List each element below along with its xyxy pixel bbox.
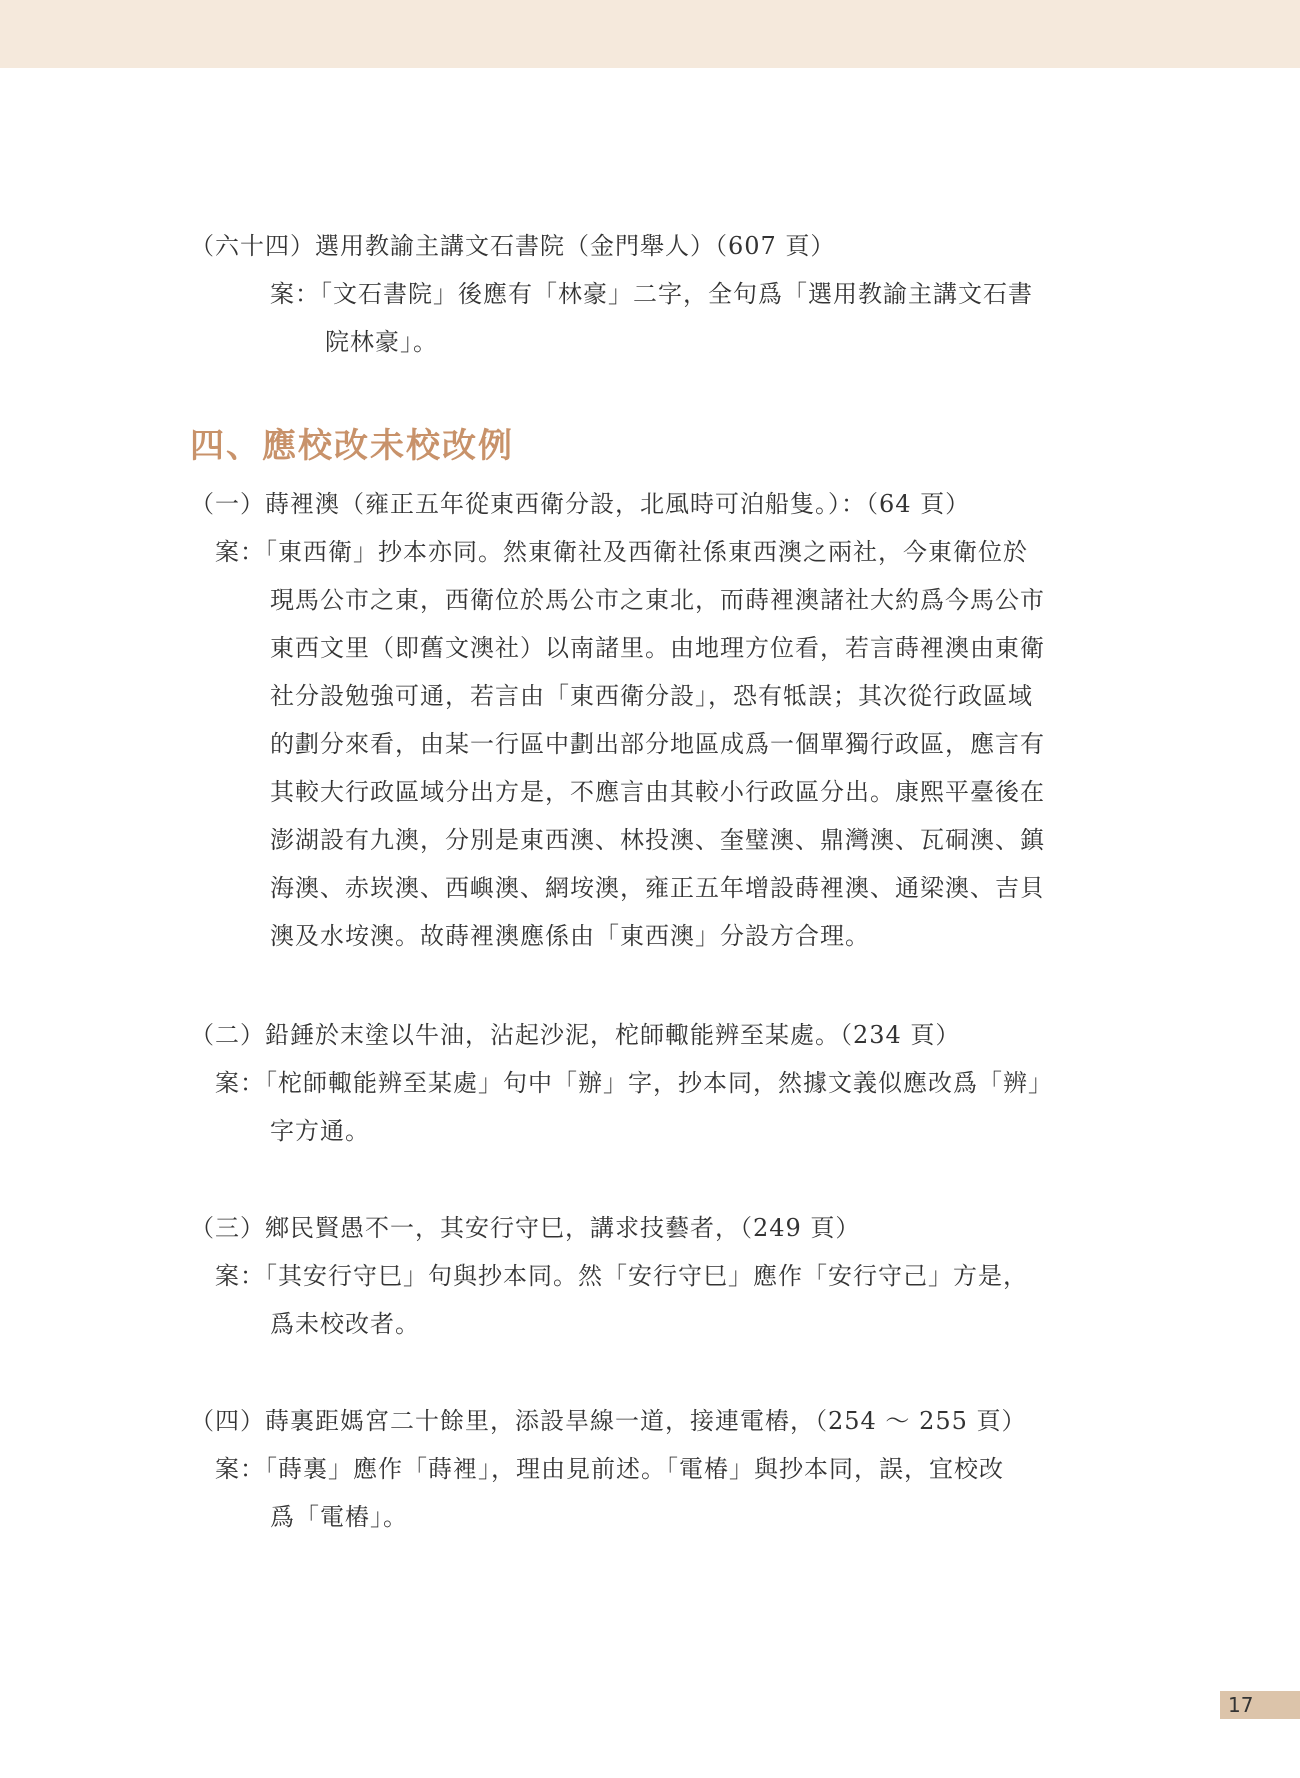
item-1-title: （一）蒔裡澳（雍正五年從東西衛分設，北風時可泊船隻。）：（64 頁） — [190, 490, 971, 518]
item-1-note-line: 現馬公市之東，西衛位於馬公市之東北，而蒔裡澳諸社大約爲今馬公市 — [270, 586, 1045, 614]
item-4-title: （四）蒔裏距媽宮二十餘里，添設旱線一道，接連電樁，（254 ～ 255 頁） — [190, 1407, 1027, 1435]
item-1-note-line: 社分設勉強可通，若言由「東西衛分設」，恐有牴誤；其次從行政區域 — [270, 682, 1033, 710]
item-1-note-line: 澳及水垵澳。故蒔裡澳應係由「東西澳」分設方合理。 — [270, 922, 870, 950]
item-4-note-line: 案：「蒔裏」應作「蒔裡」，理由見前述。「電椿」與抄本同，誤，宜校改 — [215, 1455, 1004, 1483]
item-2-title: （二）鉛錘於末塗以牛油，沾起沙泥，柁師輙能辨至某處。（234 頁） — [190, 1021, 961, 1049]
item-1-note-line: 澎湖設有九澳，分別是東西澳、林投澳、奎璧澳、鼎灣澳、瓦硐澳、鎮 — [270, 826, 1045, 854]
item-2-note-line: 案：「柁師輙能辨至某處」句中「辦」字，抄本同，然據文義似應改爲「辨」 — [215, 1069, 1053, 1097]
item-1-note-line: 東西文里（即舊文澳社）以南諸里。由地理方位看，若言蒔裡澳由東衛 — [270, 634, 1045, 662]
entry-64-title: （六十四）選用教諭主講文石書院（金門舉人）（607 頁） — [190, 232, 836, 260]
entry-64-note-line: 案：「文石書院」後應有「林豪」二字，全句爲「選用教諭主講文石書 — [270, 280, 1033, 308]
entry-64-note-line: 院林豪」。 — [325, 328, 438, 356]
section-heading: 四、應校改未校改例 — [190, 426, 514, 466]
item-3-title: （三）鄉民賢愚不一，其安行守巳，講求技藝者，（249 頁） — [190, 1214, 861, 1242]
item-2-note-line: 字方通。 — [270, 1117, 370, 1145]
item-3-note-line: 爲未校改者。 — [270, 1310, 420, 1338]
item-3-note-line: 案：「其安行守巳」句與抄本同。然「安行守巳」應作「安行守己」方是， — [215, 1262, 1028, 1290]
item-1-note-line: 的劃分來看，由某一行區中劃出部分地區成爲一個單獨行政區，應言有 — [270, 730, 1045, 758]
item-1-note-line: 其較大行政區域分出方是，不應言由其較小行政區分出。康熙平臺後在 — [270, 778, 1045, 806]
item-4-note-line: 爲「電樁」。 — [270, 1503, 408, 1531]
page-number-badge — [1220, 1691, 1300, 1719]
page-number: 17 — [1228, 1693, 1254, 1717]
item-1-note-line: 海澳、赤崁澳、西嶼澳、網垵澳，雍正五年增設蒔裡澳、通梁澳、吉貝 — [270, 874, 1045, 902]
top-decorative-band — [0, 0, 1300, 68]
item-1-note-line: 案：「東西衛」抄本亦同。然東衛社及西衛社係東西澳之兩社，今東衛位於 — [215, 538, 1028, 566]
